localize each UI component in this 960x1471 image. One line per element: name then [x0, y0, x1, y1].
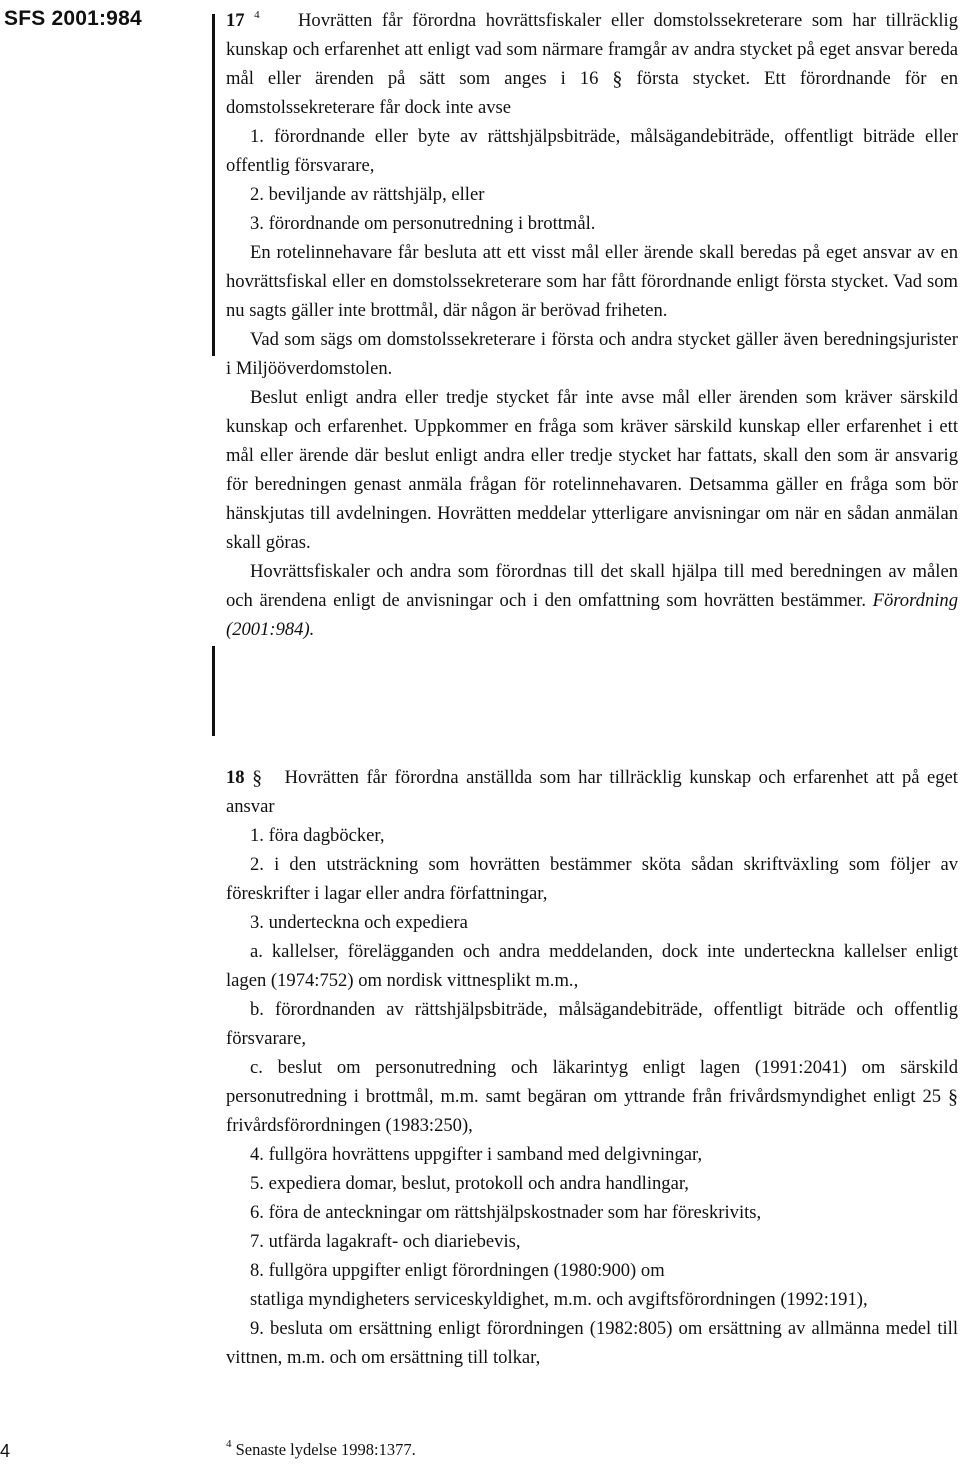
- list-item: 3. underteckna och expediera: [250, 912, 468, 933]
- list-item: frivårdsförordningen (1983:250),: [226, 1115, 473, 1136]
- paragraph: Hovrätten får förordna anställda som har tillräcklig kunskap och erfarenhet att på eget ansvar: [226, 767, 958, 817]
- section-number: 17: [226, 10, 245, 31]
- list-item: 9. besluta om ersättning enligt förordningen (1982:805) om ersättning av allmänna medel till vittnen, m.m. och om ersättning till tolkar,: [226, 1318, 958, 1368]
- section-17: [226, 6, 958, 644]
- change-bar: [212, 646, 215, 736]
- list-item: 5. expediera domar, beslut, protokoll och andra handlingar,: [250, 1173, 689, 1194]
- section-sign: §: [947, 1086, 958, 1108]
- paragraph: En rotelinnehavare får besluta att ett visst mål eller ärende skall beredas på eget ansvar av en hovrättsfiskal eller en domstolssekreterare som har fått förordnande enligt första stycket. Vad som nu sagts gäller inte brottmål, där någon är berövad friheten.: [226, 242, 958, 321]
- sfs-number: SFS 2001:984: [4, 7, 142, 30]
- list-item: statliga myndigheters serviceskyldighet, m.m. och avgiftsförordningen (1992:191),: [250, 1289, 868, 1310]
- list-item: 2. beviljande av rättshjälp, eller: [250, 184, 485, 205]
- list-item: 7. utfärda lagakraft- och diariebevis,: [250, 1231, 521, 1252]
- footnote-ref: 4: [254, 9, 260, 21]
- change-bar: [212, 14, 215, 356]
- list-item: 4. fullgöra hovrättens uppgifter i samband med delgivningar,: [250, 1144, 703, 1165]
- paragraph: Hovrättsfiskaler och andra som förordnas till det skall hjälpa till med beredningen av målen och ärendena enligt de anvisningar och i den omfattning som hovrätten bestämmer.: [226, 561, 958, 611]
- list-item: b. förordnanden av rättshjälpsbiträde, målsägandebiträde, offentligt biträde och offentlig försvarare,: [226, 999, 958, 1049]
- list-item: 1. föra dagböcker,: [250, 825, 385, 846]
- paragraph: Hovrätten får förordna hovrättsfiskaler eller domstolssekreterare som har tillräcklig kunskap och erfarenhet att enligt vad som närmare framgår av andra stycket på eget ansvar bereda mål eller ärenden på sätt som anges i 16: [226, 10, 959, 89]
- section-sign: §: [612, 68, 623, 90]
- paragraph: Vad som sägs om domstolssekreterare i första och andra stycket gäller även beredningsjurister i Miljööverdomstolen.: [226, 329, 958, 379]
- list-item: 6. föra de anteckningar om rättshjälpskostnader som har föreskrivits,: [250, 1202, 762, 1223]
- paragraph: första stycket. Ett förordnande för en domstolssekreterare får dock inte avse: [226, 68, 958, 118]
- list-item: 2. i den utsträckning som hovrätten bestämmer sköta sådan skriftväxling som följer av föreskrifter i lagar eller andra författningar,: [226, 854, 958, 904]
- footnote-marker: 4: [226, 1438, 232, 1450]
- paragraph: Beslut enligt andra eller tredje stycket får inte avse mål eller ärenden som kräver särskild kunskap och erfarenhet. Uppkommer en fråga som kräver särskild kunskap eller erfarenhet i ett mål eller ärende där beslut enligt andra eller tredje stycket har fattats, skall den som är ansvarig för beredningen genast anmäla frågan för rotelinnehavaren. Detsamma gäller en fråga som bör hänskjutas till avdelningen. Hovrätten meddelar ytterligare anvisningar om när en sådan anmälan skall göras.: [226, 387, 958, 553]
- section-18: [226, 763, 958, 1372]
- citation: Förordning (2001:984).: [226, 590, 959, 640]
- section-sign: §: [252, 767, 263, 789]
- footnote-text: Senaste lydelse 1998:1377.: [235, 1440, 416, 1459]
- list-item: a. kallelser, förelägganden och andra meddelanden, dock inte underteckna kallelser enligt lagen (1974:752) om nordisk vittnesplikt m.m.,: [226, 941, 958, 991]
- page-number: 4: [0, 1441, 11, 1461]
- list-item: 3. förordnande om personutredning i brottmål.: [250, 213, 596, 234]
- section-number: 18: [226, 767, 245, 788]
- list-item: 1. förordnande eller byte av rättshjälpsbiträde, målsägandebiträde, offentligt biträde eller offentlig försvarare,: [226, 126, 958, 176]
- list-item: c. beslut om personutredning och läkarintyg enligt lagen (1991:2041) om särskild personutredning i brottmål, m.m. samt begäran om yttrande från frivårdsmyndighet enligt 25: [226, 1057, 958, 1107]
- footnote: [226, 1439, 416, 1461]
- list-item: 8. fullgöra uppgifter enligt förordningen (1980:900) om: [250, 1260, 665, 1281]
